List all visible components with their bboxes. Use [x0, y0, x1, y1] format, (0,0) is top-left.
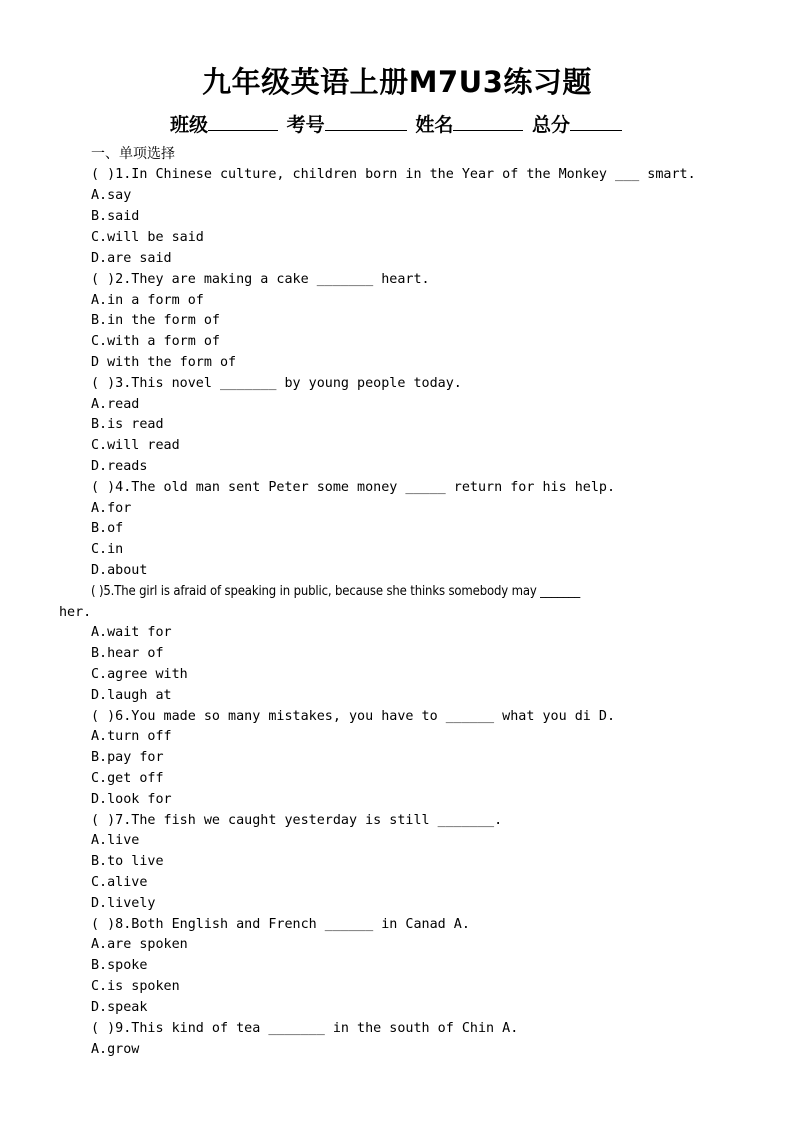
question-option[interactable]: A.grow	[91, 1042, 140, 1057]
question-option[interactable]: C.is spoken	[91, 979, 180, 994]
question-option[interactable]: D.about	[91, 563, 148, 578]
question-option[interactable]: C.agree with	[91, 667, 188, 682]
question-option[interactable]: D.laugh at	[91, 688, 172, 703]
question-option[interactable]: C.will read	[91, 438, 180, 453]
question-option[interactable]: D.reads	[91, 459, 148, 474]
question-option[interactable]: C.alive	[91, 875, 148, 890]
question-option[interactable]: D.speak	[91, 1000, 148, 1015]
question-option[interactable]: C.get off	[91, 771, 164, 786]
score-blank[interactable]	[570, 114, 622, 131]
question-option[interactable]: D with the form of	[91, 355, 237, 370]
question-stem: ( )1.In Chinese culture, children born in the Year of the Monkey ___ smart.	[91, 167, 696, 182]
question-option[interactable]: A.in a form of	[91, 293, 204, 308]
name-blank[interactable]	[453, 114, 523, 131]
student-info-row	[0, 110, 794, 137]
question-option[interactable]: B.is read	[91, 417, 164, 432]
question-option[interactable]: B.in the form of	[91, 313, 220, 328]
class-blank[interactable]	[208, 114, 278, 131]
question-stem: ( )9.This kind of tea _______ in the south of Chin A.	[91, 1021, 519, 1036]
question-option[interactable]: B.hear of	[91, 646, 164, 661]
number-blank[interactable]	[325, 114, 407, 131]
question-stem: ( )5.The girl is afraid of speaking in public, because she thinks somebody may _______	[91, 584, 581, 599]
question-option[interactable]: A.turn off	[91, 729, 172, 744]
question-option[interactable]: B.pay for	[91, 750, 164, 765]
question-option[interactable]: B.said	[91, 209, 140, 224]
question-option[interactable]: D.are said	[91, 251, 172, 266]
score-label: 总分	[531, 114, 570, 136]
question-option[interactable]: A.say	[91, 188, 132, 203]
question-option[interactable]: A.live	[91, 833, 140, 848]
name-label: 姓名	[415, 114, 454, 136]
question-stem-continuation: her.	[59, 605, 92, 620]
question-stem: ( )4.The old man sent Peter some money _____ return for his help.	[91, 480, 616, 495]
question-stem: ( )6.You made so many mistakes, you have to ______ what you di D.	[91, 709, 616, 724]
question-stem: ( )7.The fish we caught yesterday is still _______.	[91, 813, 503, 828]
section-heading: 一、单项选择	[91, 146, 175, 162]
question-option[interactable]: D.look for	[91, 792, 172, 807]
question-option[interactable]: B.spoke	[91, 958, 148, 973]
question-option[interactable]: B.to live	[91, 854, 164, 869]
question-option[interactable]: D.lively	[91, 896, 156, 911]
question-option[interactable]: A.for	[91, 501, 132, 516]
question-stem: ( )3.This novel _______ by young people today.	[91, 376, 462, 391]
question-option[interactable]: A.read	[91, 397, 140, 412]
question-option[interactable]: C.with a form of	[91, 334, 220, 349]
question-option[interactable]: C.in	[91, 542, 124, 557]
question-option[interactable]: A.are spoken	[91, 937, 188, 952]
question-stem: ( )2.They are making a cake _______ heart.	[91, 272, 430, 287]
question-option[interactable]: B.of	[91, 521, 124, 536]
class-label: 班级	[170, 114, 209, 136]
question-stem: ( )8.Both English and French ______ in Canad A.	[91, 917, 470, 932]
number-label: 考号	[286, 114, 325, 136]
worksheet-title: 九年级英语上册M7U3练习题	[202, 65, 592, 99]
question-option[interactable]: A.wait for	[91, 625, 172, 640]
question-option[interactable]: C.will be said	[91, 230, 204, 245]
